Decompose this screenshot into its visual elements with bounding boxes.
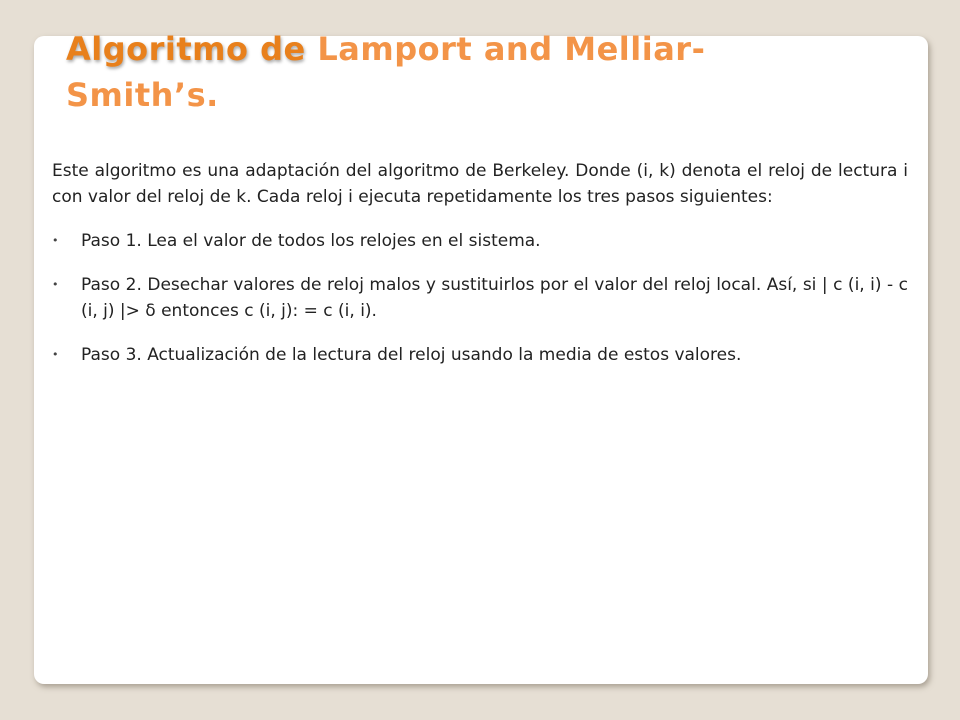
steps-list — [52, 228, 908, 368]
step-item-3 — [52, 342, 908, 368]
step-text: Paso 2. Desechar valores de reloj malos y sustituirlos por el valor del reloj local. Así, si | c (i, i) - c (i, j) |> δ entonces c (i, j): = c (i, i). — [81, 275, 908, 321]
slide-title-part-2: Lamport and Melliar-Smith’s. — [66, 30, 706, 114]
step-item-2 — [52, 272, 908, 324]
bullet-icon: • — [52, 278, 59, 291]
slide-title — [66, 26, 826, 118]
step-text: Paso 3. Actualización de la lectura del reloj usando la media de estos valores. — [81, 345, 742, 365]
step-item-1 — [52, 228, 908, 254]
slide-body — [52, 158, 908, 386]
bullet-icon: • — [52, 234, 59, 247]
intro-paragraph: Este algoritmo es una adaptación del algoritmo de Berkeley. Donde (i, k) denota el reloj de lectura i con valor del reloj de k. Cada reloj i ejecuta repetidamente los tres pasos siguientes: — [52, 161, 908, 207]
bullet-icon: • — [52, 348, 59, 361]
step-text: Paso 1. Lea el valor de todos los relojes en el sistema. — [81, 231, 541, 251]
slide-title-part-1: Algoritmo de — [66, 30, 306, 68]
